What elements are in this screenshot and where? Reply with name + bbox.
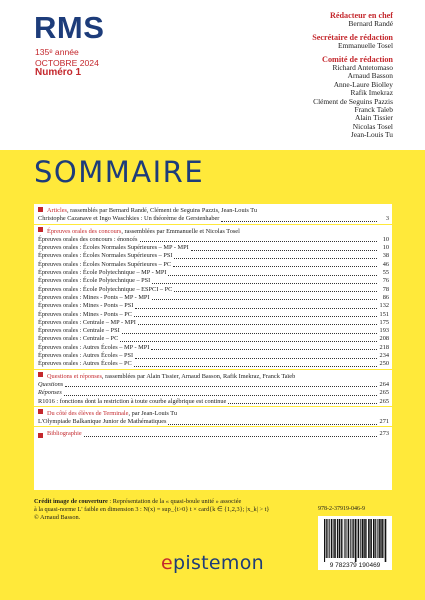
dot-leader	[174, 258, 377, 259]
section-heading	[38, 430, 389, 438]
toc-entry[interactable]	[38, 389, 389, 397]
dot-leader	[174, 291, 377, 292]
entry-title: Épreuves orales : Centrale – MP - MPI	[38, 318, 136, 326]
toc-entry[interactable]	[38, 286, 389, 294]
toc-entry[interactable]	[38, 277, 389, 285]
dot-leader	[228, 403, 377, 404]
page-number: 76	[382, 277, 389, 285]
staff-name: Anne-Laure Biolley	[333, 79, 393, 89]
page-number: 86	[382, 293, 389, 301]
toc-section	[34, 369, 392, 406]
staff-name: Jean-Louis Tu	[350, 130, 393, 140]
dot-leader	[64, 395, 377, 396]
page-number: 208	[379, 335, 389, 343]
dot-leader	[122, 333, 377, 334]
entry-title: R1016 : fonctions dont la restriction à toute courbe algébrique est continue	[38, 397, 227, 405]
section-heading	[38, 228, 389, 236]
section-heading	[38, 410, 389, 418]
dot-leader	[191, 250, 377, 251]
bullet-square-icon	[38, 372, 43, 377]
section-heading	[38, 373, 389, 381]
entry-title: Christophe Cazanave et Ingo Waschkies : Un théorème de Gerstenhaber	[38, 215, 220, 223]
staff-name: Clément de Seguins Pazzis	[313, 96, 393, 106]
entry-title: Épreuves orales : École Polytechnique – MP - MPI	[38, 269, 167, 277]
entry-title: Épreuves orales des concours : énoncés	[38, 235, 138, 243]
dot-leader	[151, 349, 377, 350]
entry-title: Épreuves orales : Centrale – PSI	[38, 327, 120, 335]
page-number: 55	[382, 269, 389, 277]
section-title[interactable]: Articles	[47, 207, 67, 214]
toc-entry[interactable]	[38, 252, 389, 260]
page-number: 175	[379, 318, 389, 326]
entry-title: Épreuves orales : Écoles Normales Supérieures – PC	[38, 260, 172, 268]
page-number: 193	[379, 327, 389, 335]
page-number: 265	[379, 397, 389, 405]
entry-title: Épreuves orales : Écoles Normales Supérieures – PSI	[38, 252, 173, 260]
page-number: 78	[382, 285, 389, 293]
page-number: 265	[379, 389, 389, 397]
entry-title: Épreuves orales : Autres Écoles – PSI	[38, 352, 134, 360]
page-number: 273	[379, 430, 389, 438]
dot-leader	[221, 221, 377, 222]
entry-title: Épreuves orales : Autres Écoles – MP - MPI	[38, 343, 150, 351]
staff-role: Comité de rédaction	[322, 54, 393, 64]
dot-leader	[152, 299, 377, 300]
staff-name: Nicolas Tosel	[352, 121, 393, 131]
credit-label: Crédit image de couverture	[34, 498, 108, 505]
dot-leader	[65, 386, 377, 387]
table-of-contents	[34, 204, 392, 490]
credit-line-3: © Arnaud Basson.	[34, 514, 81, 522]
section-title[interactable]: Épreuves orales des concours	[47, 227, 122, 235]
entry-title: Épreuves orales : Centrale – PC	[38, 335, 119, 343]
editorial-staff	[312, 12, 393, 140]
section-byline: , rassemblés par Bernard Randé, Clément de Seguins Pazzis, Jean-Louis Tu	[66, 207, 258, 214]
page-number: 46	[382, 260, 389, 268]
credit-line-2: à la quasi-norme L' faible en dimension 3 : N(x) = sup_{t>0} t × card{k ∈ {1,2,3}; |x_k| > t}	[34, 506, 270, 514]
staff-name: Bernard Randé	[348, 19, 393, 29]
toc-entry[interactable]	[38, 344, 389, 352]
dot-leader	[120, 341, 377, 342]
toc-entry[interactable]	[38, 360, 389, 368]
staff-name: Emmanuelle Tosel	[338, 41, 393, 51]
edition: 135ᵉ année	[35, 47, 79, 57]
toc-section	[34, 204, 392, 224]
bullet-square-icon	[38, 409, 43, 414]
toc-entry[interactable]	[38, 236, 389, 244]
journal-title: RMS	[34, 10, 105, 45]
dot-leader	[138, 324, 377, 325]
staff-name: Alain Tissier	[355, 113, 393, 123]
page-number: 10	[382, 244, 389, 252]
dot-leader	[168, 275, 377, 276]
entry-title: L'Olympiade Balkanique Junior de Mathématiques	[38, 418, 167, 426]
section-byline: , rassemblées par Alain Tissier, Arnaud Basson, Rafik Imekraz, Franck Taïeb	[101, 372, 296, 380]
toc-entry[interactable]	[38, 261, 389, 269]
publisher-logo: epistemon	[161, 552, 264, 574]
bullet-square-icon	[38, 433, 43, 438]
page-number: 3	[385, 215, 389, 223]
page-number: 234	[379, 352, 389, 360]
section-byline: , rassemblées par Emmanuelle et Nicolas Tosel	[121, 227, 240, 235]
staff-role: Rédacteur en chef	[329, 11, 393, 20]
staff-name: Rafik Imekraz	[350, 88, 393, 98]
entry-title: Épreuves orales : École Polytechnique – PSI	[38, 277, 151, 285]
dot-leader	[173, 266, 377, 267]
bullet-square-icon	[38, 227, 43, 232]
section-title[interactable]: Bibliographie	[47, 430, 82, 438]
page-title: SOMMAIRE	[34, 155, 205, 189]
staff-name: Richard Antetomaso	[332, 63, 393, 73]
entry-title: Épreuves orales : Mines - Ponts – PSI	[38, 302, 134, 310]
staff-role: Secrétaire de rédaction	[312, 32, 393, 42]
page-number: 38	[382, 252, 389, 260]
cover-credit	[34, 498, 354, 523]
entry-title: Questions	[38, 380, 64, 388]
dot-leader	[168, 424, 377, 425]
barcode-digits: 9 782379 190469	[329, 562, 381, 569]
dot-leader	[140, 241, 378, 242]
toc-entry[interactable]	[38, 335, 389, 343]
dot-leader	[84, 436, 377, 437]
isbn: 978-2-37919-046-9	[318, 506, 365, 512]
staff-name: Franck Taïeb	[354, 105, 393, 115]
dot-leader	[135, 308, 377, 309]
entry-title: Épreuves orales : École Polytechnique – ESPCI – PC	[38, 285, 173, 293]
dot-leader	[134, 316, 377, 317]
credit-line-1: : Représentation de la « quasi-boule unité » associée	[107, 498, 242, 505]
section-title[interactable]: Questions et réponses	[47, 372, 102, 380]
toc-entry[interactable]	[38, 381, 389, 389]
toc-entry[interactable]	[38, 311, 389, 319]
page-number: 151	[379, 310, 389, 318]
page-number: 218	[379, 343, 389, 351]
entry-title: Épreuves orales : Autres Écoles – PC	[38, 360, 132, 368]
bullet-square-icon	[38, 207, 43, 212]
page-number: 271	[379, 418, 389, 426]
toc-entry[interactable]	[38, 418, 389, 426]
page-number: 264	[379, 380, 389, 388]
staff-name: Arnaud Basson	[347, 71, 393, 81]
toc-section	[34, 224, 392, 369]
section-title[interactable]: Du côté des élèves de Terminale	[47, 409, 129, 417]
page-number: 250	[379, 360, 389, 368]
section-heading	[38, 207, 389, 215]
issue-number: Numéro 1	[35, 67, 82, 78]
dot-leader	[135, 358, 377, 359]
entry-title: Épreuves orales : Mines - Ponts – PC	[38, 310, 132, 318]
dot-leader	[134, 366, 377, 367]
issue-info	[35, 47, 99, 79]
toc-entry[interactable]	[38, 302, 389, 310]
toc-section	[34, 426, 392, 438]
dot-leader	[152, 283, 377, 284]
entry-title: Réponses	[38, 389, 62, 397]
page-number: 132	[379, 302, 389, 310]
issue-date: OCTOBRE 2024	[35, 57, 99, 68]
section-byline: , par Jean-Louis Tu	[128, 409, 178, 417]
entry-title: Épreuves orales : Mines - Ponts – MP - MPI	[38, 293, 150, 301]
toc-entry[interactable]	[38, 215, 389, 223]
entry-title: Épreuves orales : Écoles Normales Supérieures – MP - MPI	[38, 244, 189, 252]
toc-section	[34, 406, 392, 427]
masthead-panel	[0, 0, 425, 150]
toc-entry[interactable]	[38, 319, 389, 327]
toc-entry[interactable]	[38, 398, 389, 406]
page-number: 10	[382, 235, 389, 243]
